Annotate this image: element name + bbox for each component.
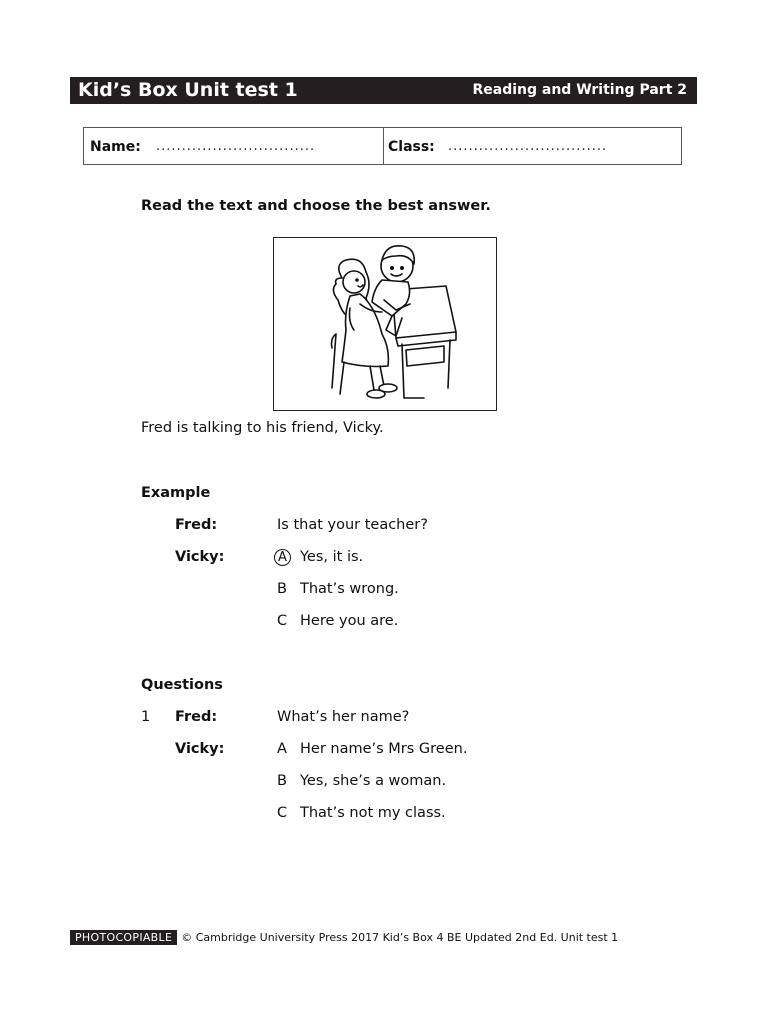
copyright-text: © Cambridge University Press 2017 Kid’s Box 4 BE Updated 2nd Ed. Unit test 1 (181, 931, 619, 944)
class-label: Class: (388, 139, 435, 155)
option-a-letter[interactable]: A (277, 741, 287, 757)
name-field[interactable]: ............................... (156, 139, 316, 154)
photocopiable-badge: PHOTOCOPIABLE (70, 930, 177, 945)
footer (70, 930, 618, 945)
example-option-b-text: That’s wrong. (300, 581, 399, 597)
test-title: Kid’s Box Unit test 1 (78, 79, 298, 101)
example-option-a-text: Yes, it is. (300, 549, 364, 565)
header-bar (70, 77, 697, 104)
instruction: Read the text and choose the best answer. (141, 198, 491, 214)
illustration-frame (273, 237, 497, 411)
question-number: 1 (141, 709, 151, 725)
field-divider (383, 128, 384, 164)
option-b-text[interactable]: Yes, she’s a woman. (300, 773, 447, 789)
example-speaker-vicky: Vicky: (175, 549, 225, 565)
circled-answer-letter: A (274, 549, 291, 566)
example-question: Is that your teacher? (277, 517, 428, 533)
class-field[interactable]: ............................... (448, 139, 608, 154)
questions-heading: Questions (141, 677, 223, 693)
example-option-c-letter: C (277, 613, 288, 629)
example-speaker-fred: Fred: (175, 517, 218, 533)
question-speaker-vicky: Vicky: (175, 741, 225, 757)
name-label: Name: (90, 139, 141, 155)
intro-text: Fred is talking to his friend, Vicky. (141, 420, 384, 436)
question-speaker-fred: Fred: (175, 709, 218, 725)
option-c-letter[interactable]: C (277, 805, 288, 821)
example-option-b-letter: B (277, 581, 287, 597)
option-a-text[interactable]: Her name’s Mrs Green. (300, 741, 468, 757)
option-b-letter[interactable]: B (277, 773, 287, 789)
question-text: What’s her name? (277, 709, 410, 725)
example-option-c-text: Here you are. (300, 613, 399, 629)
test-part: Reading and Writing Part 2 (472, 82, 687, 98)
children-at-desk-illustration (274, 238, 496, 410)
example-heading: Example (141, 485, 211, 501)
option-c-text[interactable]: That’s not my class. (300, 805, 446, 821)
student-details-box (83, 127, 682, 165)
